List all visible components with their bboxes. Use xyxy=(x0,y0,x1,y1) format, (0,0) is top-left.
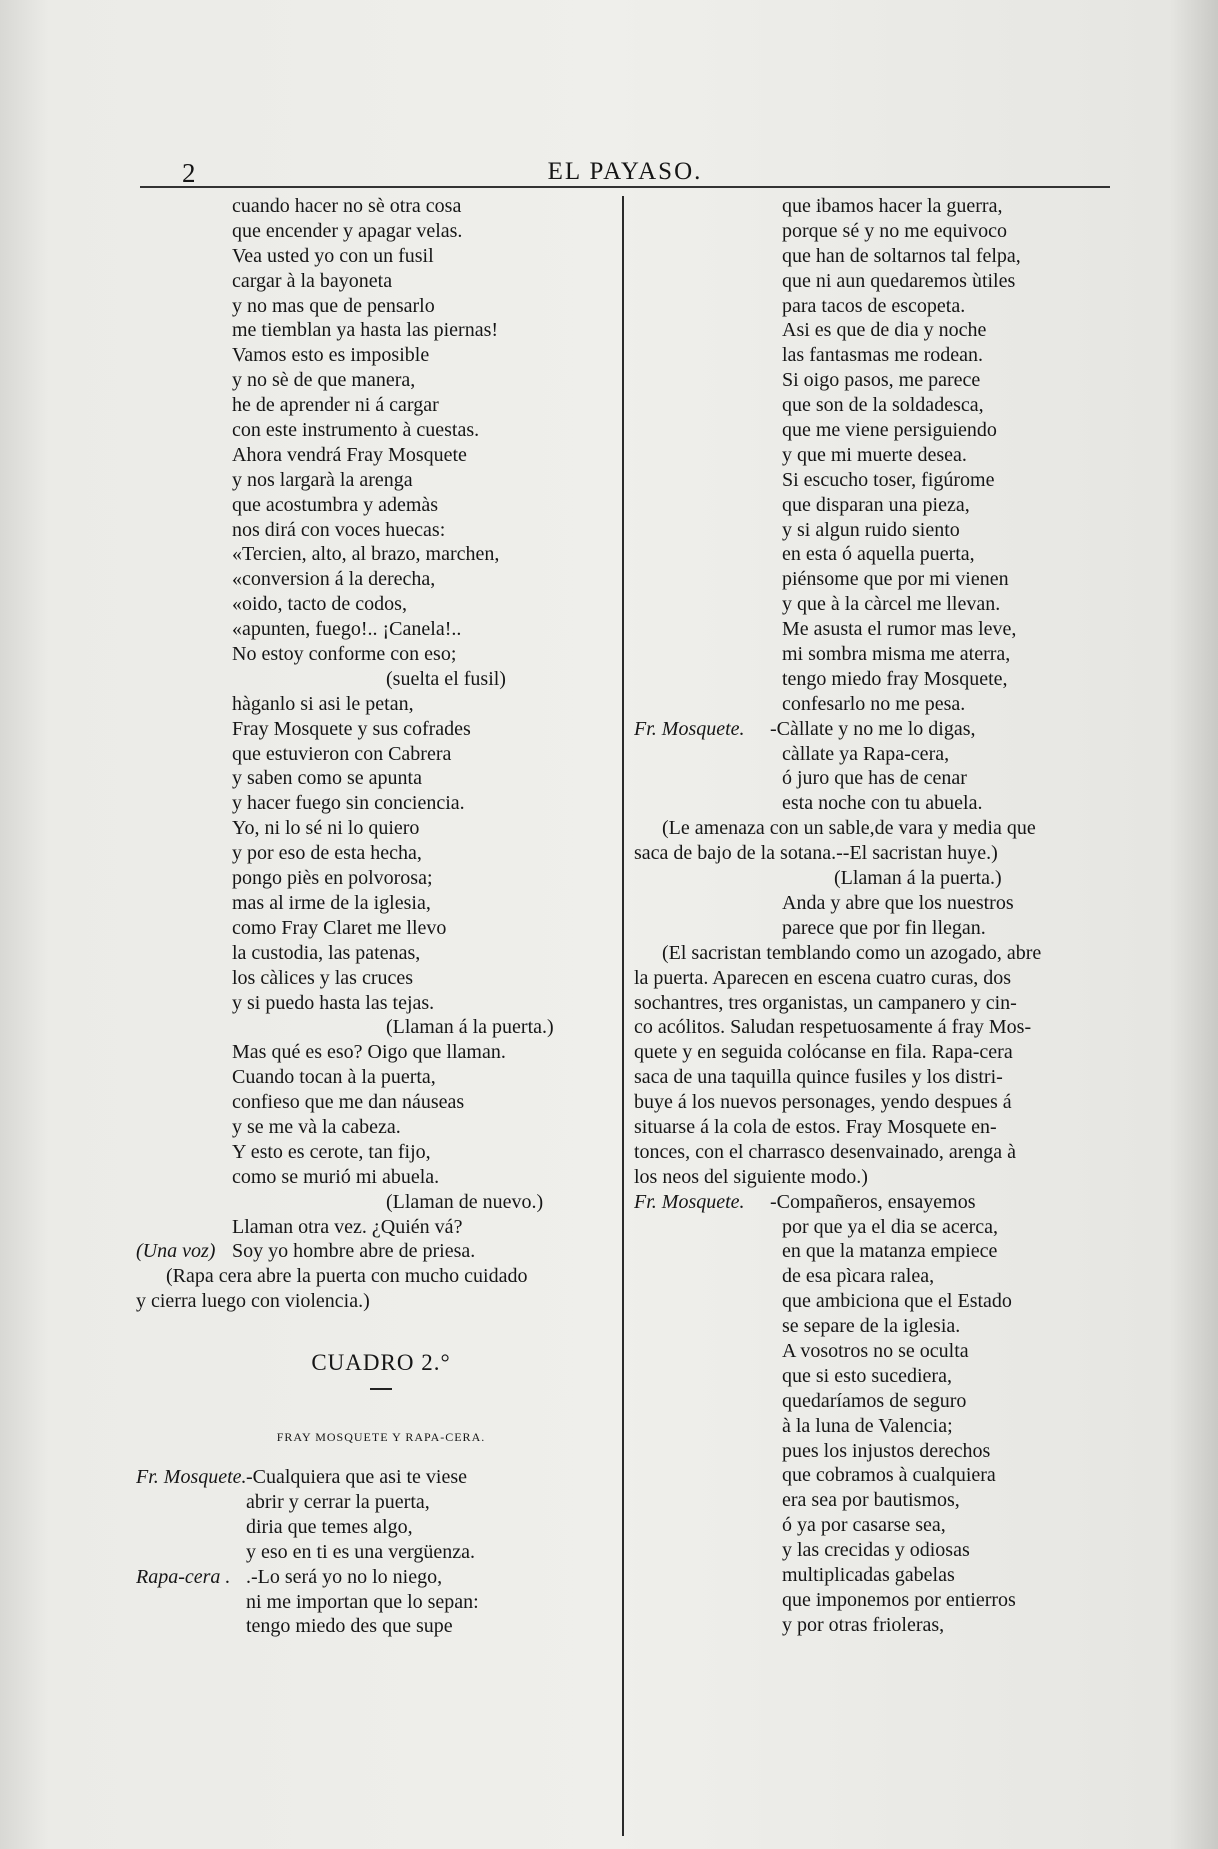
text-line xyxy=(634,1563,1114,1588)
text-line xyxy=(136,1590,626,1615)
text-line xyxy=(634,642,1114,667)
line-text: .-Lo será yo no lo niego, xyxy=(246,1565,443,1588)
line-text: ó ya por casarse sea, xyxy=(782,1514,946,1537)
text-line xyxy=(136,1465,626,1490)
line-text: A vosotros no se oculta xyxy=(782,1339,969,1362)
text-line xyxy=(634,891,1114,916)
text-line xyxy=(634,1414,1114,1439)
text-line xyxy=(136,1565,626,1590)
line-text: -Compañeros, ensayemos xyxy=(770,1190,976,1213)
text-line xyxy=(634,791,1114,816)
line-text: cuando hacer no sè otra cosa xyxy=(232,195,462,217)
text-line xyxy=(634,244,1114,269)
text-line xyxy=(136,294,626,319)
text-line xyxy=(136,368,626,393)
text-line xyxy=(634,941,1114,966)
text-line xyxy=(136,318,626,343)
line-text: con este instrumento à cuestas. xyxy=(232,419,480,442)
line-text: y saben como se apunta xyxy=(232,767,422,790)
text-line xyxy=(136,841,626,866)
text-line xyxy=(136,418,626,443)
text-line xyxy=(634,1115,1114,1140)
line-text: tengo miedo fray Mosquete, xyxy=(782,667,1008,690)
line-text: piénsome que por mi vienen xyxy=(782,568,1009,591)
text-line xyxy=(136,443,626,468)
line-text: hàganlo si asi le petan, xyxy=(232,692,414,715)
text-line xyxy=(136,1190,626,1215)
text-line xyxy=(136,866,626,891)
text-line xyxy=(634,1065,1114,1090)
text-line xyxy=(634,617,1114,642)
text-line xyxy=(136,742,626,767)
text-line xyxy=(136,1540,626,1565)
line-text: me tiemblan ya hasta las piernas! xyxy=(232,319,499,342)
text-line xyxy=(634,991,1114,1016)
text-line xyxy=(634,393,1114,418)
line-text: càllate ya Rapa-cera, xyxy=(782,742,950,765)
text-line xyxy=(634,841,1114,866)
line-text: que ni aun quedaremos ùtiles xyxy=(782,269,1016,292)
text-line xyxy=(136,1015,626,1040)
line-text: Y esto es cerote, tan fijo, xyxy=(232,1140,431,1163)
text-line xyxy=(136,1040,626,1065)
line-text: Vea usted yo con un fusil xyxy=(232,244,434,267)
line-text: porque sé y no me equivoco xyxy=(782,219,1007,242)
text-line xyxy=(634,542,1114,567)
text-line xyxy=(634,1463,1114,1488)
text-line xyxy=(634,194,1114,219)
text-line xyxy=(634,1140,1114,1165)
text-line xyxy=(136,1614,626,1639)
line-text: (Llaman á la puerta.) xyxy=(834,867,1002,890)
line-text: «oido, tacto de codos, xyxy=(232,593,407,616)
line-text: situarse á la cola de estos. Fray Mosquete en- xyxy=(634,1115,997,1138)
text-line xyxy=(136,468,626,493)
line-text: pongo piès en polvorosa; xyxy=(232,867,433,890)
line-text: que han de soltarnos tal felpa, xyxy=(782,244,1021,267)
text-line xyxy=(136,542,626,567)
line-text: (Llaman de nuevo.) xyxy=(386,1190,544,1213)
text-line xyxy=(634,1389,1114,1414)
right-column xyxy=(634,194,1114,1638)
text-line xyxy=(634,966,1114,991)
page-number: 2 xyxy=(182,158,196,188)
scene-dash xyxy=(370,1388,392,1390)
text-line xyxy=(136,393,626,418)
line-text: que disparan una pieza, xyxy=(782,493,970,516)
line-text: pues los injustos derechos xyxy=(782,1439,991,1462)
line-text: y no sè de que manera, xyxy=(232,369,416,392)
line-text: «apunten, fuego!.. ¡Canela!.. xyxy=(232,618,462,641)
text-line xyxy=(634,1015,1114,1040)
line-text: multiplicadas gabelas xyxy=(782,1563,955,1586)
line-text: y si algun ruido siento xyxy=(782,518,960,541)
speaker-name: Fr. Mosquete. xyxy=(634,1190,745,1213)
line-text: y hacer fuego sin conciencia. xyxy=(232,792,465,815)
line-text: Fray Mosquete y sus cofrades xyxy=(232,717,471,740)
text-line xyxy=(136,518,626,543)
line-text: en que la matanza empiece xyxy=(782,1240,998,1263)
line-text: como Fray Claret me llevo xyxy=(232,916,447,939)
text-line xyxy=(634,493,1114,518)
line-text: saca de una taquilla quince fusiles y los distri- xyxy=(634,1066,1003,1089)
text-line xyxy=(136,1264,626,1289)
text-line xyxy=(136,1115,626,1140)
text-line xyxy=(634,1513,1114,1538)
text-line xyxy=(136,1239,626,1264)
line-text: buye á los nuevos personages, yendo despues á xyxy=(634,1091,1012,1114)
line-text: y si puedo hasta las tejas. xyxy=(232,991,435,1014)
text-line xyxy=(634,318,1114,343)
speaker-name: (Una voz) xyxy=(136,1240,216,1263)
speaker-name: Rapa-cera . xyxy=(136,1565,231,1588)
scene-heading xyxy=(136,1350,626,1445)
line-text: y que mi muerte desea. xyxy=(782,443,967,466)
line-text: (El sacristan temblando como un azogado, abre xyxy=(662,941,1042,964)
text-line xyxy=(634,1239,1114,1264)
speaker-name: Fr. Mosquete. xyxy=(136,1466,247,1489)
line-text: y las crecidas y odiosas xyxy=(782,1539,970,1562)
line-text: y que à la càrcel me llevan. xyxy=(782,593,1001,616)
line-text: que son de la soldadesca, xyxy=(782,394,984,417)
text-line xyxy=(634,667,1114,692)
text-line xyxy=(634,368,1114,393)
line-text: tonces, con el charrasco desenvainado, arenga à xyxy=(634,1140,1017,1163)
text-line xyxy=(136,766,626,791)
line-text: que cobramos à cualquiera xyxy=(782,1464,996,1487)
line-text: y no mas que de pensarlo xyxy=(232,294,435,317)
line-text: «conversion á la derecha, xyxy=(232,568,436,591)
text-line xyxy=(136,1515,626,1540)
line-text: he de aprender ni á cargar xyxy=(232,394,439,417)
text-line xyxy=(634,567,1114,592)
text-line xyxy=(634,1289,1114,1314)
text-line xyxy=(136,966,626,991)
text-line xyxy=(634,468,1114,493)
text-line xyxy=(136,692,626,717)
line-text: Ahora vendrá Fray Mosquete xyxy=(232,443,467,466)
line-text: esta noche con tu abuela. xyxy=(782,792,983,815)
line-text: y se me và la cabeza. xyxy=(232,1115,401,1138)
line-text: en esta ó aquella puerta, xyxy=(782,543,975,566)
text-line xyxy=(136,991,626,1016)
line-text: quedaríamos de seguro xyxy=(782,1389,967,1412)
line-text: nos dirá con voces huecas: xyxy=(232,518,446,541)
text-line xyxy=(634,294,1114,319)
text-line xyxy=(634,1488,1114,1513)
speaker-name: Fr. Mosquete. xyxy=(634,717,745,740)
text-line xyxy=(136,219,626,244)
line-text: que me viene persiguiendo xyxy=(782,419,997,442)
text-line xyxy=(136,1090,626,1115)
line-text: y por otras frioleras, xyxy=(782,1613,945,1636)
text-line xyxy=(136,592,626,617)
text-line xyxy=(136,1289,626,1314)
text-line xyxy=(634,1339,1114,1364)
text-line xyxy=(634,1439,1114,1464)
page-header xyxy=(140,150,1110,190)
text-line xyxy=(634,1040,1114,1065)
line-text: por que ya el dia se acerca, xyxy=(782,1215,998,1238)
line-text: saca de bajo de la sotana.--El sacristan huye.) xyxy=(634,842,998,865)
left-column xyxy=(136,194,626,1639)
line-text: sochantres, tres organistas, un campanero y cin- xyxy=(634,991,1017,1014)
text-line xyxy=(136,891,626,916)
text-line xyxy=(136,617,626,642)
line-text: parece que por fin llegan. xyxy=(782,916,986,939)
text-line xyxy=(634,1090,1114,1115)
text-line xyxy=(136,1140,626,1165)
left-verse-block xyxy=(136,194,626,1314)
text-line xyxy=(136,667,626,692)
line-text: y por eso de esta hecha, xyxy=(232,842,422,865)
line-text: de esa pìcara ralea, xyxy=(782,1265,935,1288)
line-text: Si oigo pasos, me parece xyxy=(782,369,981,392)
line-text: que ambiciona que el Estado xyxy=(782,1290,1012,1313)
text-line xyxy=(136,493,626,518)
text-line xyxy=(136,642,626,667)
line-text: diria que temes algo, xyxy=(246,1515,413,1538)
text-line xyxy=(634,692,1114,717)
text-line xyxy=(136,1065,626,1090)
text-line xyxy=(634,816,1114,841)
newspaper-title: EL PAYASO. xyxy=(547,158,703,185)
line-text: que encender y apagar velas. xyxy=(232,219,463,242)
line-text: era sea por bautismos, xyxy=(782,1489,960,1512)
text-line xyxy=(136,1215,626,1240)
text-line xyxy=(634,717,1114,742)
line-text: à la luna de Valencia; xyxy=(782,1414,953,1437)
line-text: que acostumbra y ademàs xyxy=(232,493,439,516)
line-text: ni me importan que lo sepan: xyxy=(246,1590,479,1613)
line-text: que ibamos hacer la guerra, xyxy=(782,195,1003,217)
text-line xyxy=(634,518,1114,543)
line-text: ó juro que has de cenar xyxy=(782,767,967,790)
line-text: como se murió mi abuela. xyxy=(232,1165,440,1188)
text-line xyxy=(136,269,626,294)
text-line xyxy=(136,567,626,592)
line-text: los neos del siguiente modo.) xyxy=(634,1165,868,1188)
text-line xyxy=(634,866,1114,891)
text-line xyxy=(634,1264,1114,1289)
text-line xyxy=(634,1215,1114,1240)
line-text: mi sombra misma me aterra, xyxy=(782,643,1011,666)
line-text: «Tercien, alto, al brazo, marchen, xyxy=(232,543,500,566)
text-line xyxy=(136,343,626,368)
line-text: (Llaman á la puerta.) xyxy=(386,1016,554,1039)
text-line xyxy=(634,219,1114,244)
line-text: (suelta el fusil) xyxy=(386,667,506,690)
line-text: Mas qué es eso? Oigo que llaman. xyxy=(232,1041,506,1064)
line-text: cargar à la bayoneta xyxy=(232,269,393,292)
text-line xyxy=(634,592,1114,617)
text-line xyxy=(634,1165,1114,1190)
text-line xyxy=(136,916,626,941)
line-text: No estoy conforme con eso; xyxy=(232,643,457,666)
text-line xyxy=(136,244,626,269)
line-text: las fantasmas me rodean. xyxy=(782,344,984,367)
text-line xyxy=(136,717,626,742)
text-line xyxy=(634,766,1114,791)
line-text: (Rapa cera abre la puerta con mucho cuidado xyxy=(166,1265,528,1288)
text-line xyxy=(136,194,626,219)
line-text: Si escucho toser, figúrome xyxy=(782,468,995,491)
line-text: co acólitos. Saludan respetuosamente á fray Mos- xyxy=(634,1016,1032,1039)
line-text: la puerta. Aparecen en escena cuatro curas, dos xyxy=(634,966,1012,989)
text-line xyxy=(634,1613,1114,1638)
text-line xyxy=(634,343,1114,368)
line-text: que si esto sucediera, xyxy=(782,1364,952,1387)
line-text: Llaman otra vez. ¿Quién vá? xyxy=(232,1215,463,1238)
line-text: Asi es que de dia y noche xyxy=(782,319,987,342)
line-text: y nos largarà la arenga xyxy=(232,468,413,491)
left-dialogue-block xyxy=(136,1465,626,1639)
text-line xyxy=(634,1364,1114,1389)
scene-title: CUADRO 2.° xyxy=(311,1350,451,1376)
text-line xyxy=(136,941,626,966)
line-text: Cuando tocan à la puerta, xyxy=(232,1066,436,1089)
line-text: -Cualquiera que asi te viese xyxy=(246,1466,468,1489)
line-text: para tacos de escopeta. xyxy=(782,294,966,317)
line-text: se separe de la iglesia. xyxy=(782,1315,961,1338)
right-verse-block xyxy=(634,194,1114,1638)
line-text: Anda y abre que los nuestros xyxy=(782,891,1014,914)
line-text: confieso que me dan náuseas xyxy=(232,1091,465,1114)
header-rule xyxy=(140,186,1110,188)
line-text: confesarlo no me pesa. xyxy=(782,692,966,715)
text-line xyxy=(634,742,1114,767)
text-line xyxy=(634,1588,1114,1613)
text-line xyxy=(136,1490,626,1515)
line-text: que imponemos por entierros xyxy=(782,1588,1016,1611)
line-text: tengo miedo des que supe xyxy=(246,1615,453,1638)
line-text: y eso en ti es una vergüenza. xyxy=(246,1540,475,1563)
line-text: los càlices y las cruces xyxy=(232,966,414,989)
line-text: mas al irme de la iglesia, xyxy=(232,891,431,914)
text-line xyxy=(634,1538,1114,1563)
line-text: Soy yo hombre abre de priesa. xyxy=(232,1240,476,1263)
text-line xyxy=(634,443,1114,468)
line-text: Vamos esto es imposible xyxy=(232,344,430,367)
line-text: Me asusta el rumor mas leve, xyxy=(782,618,1017,641)
line-text: -Càllate y no me lo digas, xyxy=(770,717,976,740)
text-line xyxy=(634,418,1114,443)
text-line xyxy=(634,1314,1114,1339)
line-text: abrir y cerrar la puerta, xyxy=(246,1490,430,1513)
line-text: Yo, ni lo sé ni lo quiero xyxy=(232,817,420,840)
line-text: que estuvieron con Cabrera xyxy=(232,742,452,765)
line-text: quete y en seguida colócanse en fila. Rapa-cera xyxy=(634,1041,1013,1064)
text-line xyxy=(136,1165,626,1190)
text-line xyxy=(136,791,626,816)
line-text: y cierra luego con violencia.) xyxy=(136,1290,370,1313)
line-text: (Le amenaza con un sable,de vara y media que xyxy=(662,817,1036,840)
text-line xyxy=(634,916,1114,941)
line-text: la custodia, las patenas, xyxy=(232,941,421,964)
text-line xyxy=(634,269,1114,294)
text-line xyxy=(136,816,626,841)
scene-cast: FRAY MOSQUETE Y RAPA-CERA. xyxy=(276,1430,486,1445)
text-line xyxy=(634,1190,1114,1215)
